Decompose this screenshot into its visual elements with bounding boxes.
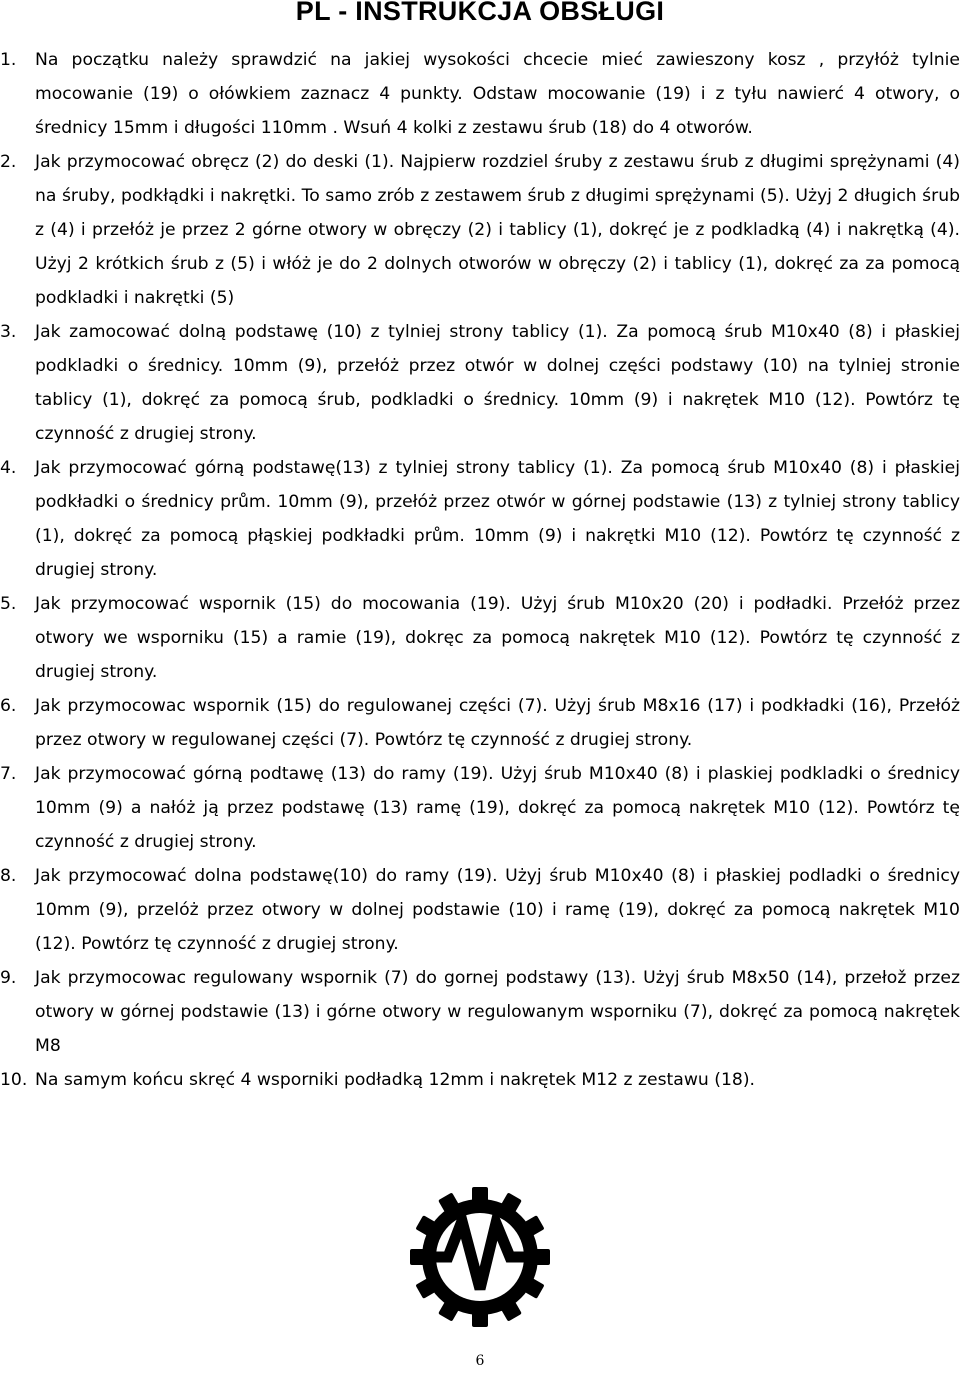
list-item [0, 43, 960, 145]
item-number: 4. [0, 458, 17, 478]
brand-logo-icon [410, 1185, 550, 1327]
list-item [0, 1063, 960, 1097]
item-text: Jak przymocować górną podstawę(13) z tylniej strony tablicy (1). Za pomocą śrub M10x40 (8) i płaskiej podkładki o średnicy prům. 10mm (9), przełóż przez otwór w górnej podstawie (13) z tylniej strony tablicy (1), dokręć za pomocą płąskiej podkładki prům. 10mm (9) i nakrętki M10 (12). Powtórz tę czynność z drugiej strony. [35, 458, 960, 580]
item-number: 2. [0, 152, 17, 172]
item-number: 3. [0, 322, 17, 342]
item-number: 1. [0, 50, 17, 70]
list-item [0, 859, 960, 961]
item-text: Jak przymocowac regulowany wspornik (7) do gornej podstawy (13). Użyj śrub M8x50 (14), przełož przez otwory w górnej podstawie (13) i górne otwory w regulowanym wsporniku (7), dokręć za pomocą nakrętek M8 [35, 968, 960, 1056]
item-number: 7. [0, 764, 17, 784]
list-item [0, 451, 960, 587]
page-title: PL - INSTRUKCJA OBSŁUGI [295, 0, 665, 26]
item-text: Na początku należy sprawdzić na jakiej wysokości chcecie mieć zawieszony kosz , przyłóż tylnie mocowanie (19) o ołówkiem zaznacz 4 punkty. Odstaw mocowanie (19) i z tyłu nawierć 4 otwory, o średnicy 15mm i długości 110mm . Wsuń 4 kolki z zestawu śrub (18) do 4 otworów. [35, 50, 960, 138]
list-item [0, 145, 960, 315]
instruction-list [0, 43, 960, 1097]
list-item [0, 961, 960, 1063]
item-text: Jak przymocować górną podtawę (13) do ramy (19). Użyj śrub M10x40 (8) i plaskiej podkladki o średnicy 10mm (9) a nałóż ją przez podstawę (13) ramę (19), dokręć za pomocą nakrętek M10 (12). Powtórz tę czynność z drugiej strony. [35, 764, 960, 852]
item-number: 5. [0, 594, 17, 614]
item-text: Jak zamocować dolną podstawę (10) z tylniej strony tablicy (1). Za pomocą śrub M10x40 (8) i płaskiej podkladki o średnicy. 10mm (9), przełóż przez otwór w dolnej części podstawy (10) na tylniej stronie tablicy (1), dokręć za pomocą śrub, podkladki o średnicy. 10mm (9) i nakrętek M10 (12). Powtórz tę czynność z drugiej strony. [35, 322, 960, 444]
item-text: Na samym końcu skręć 4 wsporniki podładką 12mm i nakrętek M12 z zestawu (18). [35, 1070, 755, 1090]
list-item [0, 689, 960, 757]
list-item [0, 587, 960, 689]
item-number: 9. [0, 968, 17, 988]
item-number: 6. [0, 696, 17, 716]
item-text: Jak przymocować wspornik (15) do mocowania (19). Użyj śrub M10x20 (20) i podładki. Przełóż przez otwory we wsporniku (15) a ramie (19), dokręc za pomocą nakrętek M10 (12). Powtórz tę czynność z drugiej strony. [35, 594, 960, 682]
item-text: Jak przymocowac wspornik (15) do regulowanej części (7). Użyj śrub M8x16 (17) i podkładki (16), Przełóż przez otwory w regulowanej części (7). Powtórz tę czynność z drugiej strony. [35, 696, 960, 750]
list-item [0, 757, 960, 859]
list-item [0, 315, 960, 451]
page-number: 6 [475, 1353, 485, 1369]
item-number: 10. [0, 1070, 28, 1090]
item-text: Jak przymocować dolna podstawę(10) do ramy (19). Użyj śrub M10x40 (8) i płaskiej podladki o średnicy 10mm (9), przelóż przez otwory w dolnej podstawie (10) i ramę (19), dokręć za pomocą nakrętek M10 (12). Powtórz tę czynność z drugiej strony. [35, 866, 960, 954]
item-number: 8. [0, 866, 17, 886]
item-text: Jak przymocować obręcz (2) do deski (1). Najpierw rozdziel śruby z zestawu śrub z długimi sprężynami (4) na śruby, podkłądki i nakrętki. To samo zrób z zestawem śrub z długimi sprężynami (5). Użyj 2 długich śrub z (4) i przełóż je przez 2 górne otwory w obręczy (2) i tablicy (1), dokręć je z podkladką (4) i nakrętką (4). Użyj 2 krótkich śrub z (5) i włóż je do 2 dolnych otworów w obręczy (2) i tablicy (1), dokręć za za pomocą podkladki i nakrętki (5) [35, 152, 960, 308]
